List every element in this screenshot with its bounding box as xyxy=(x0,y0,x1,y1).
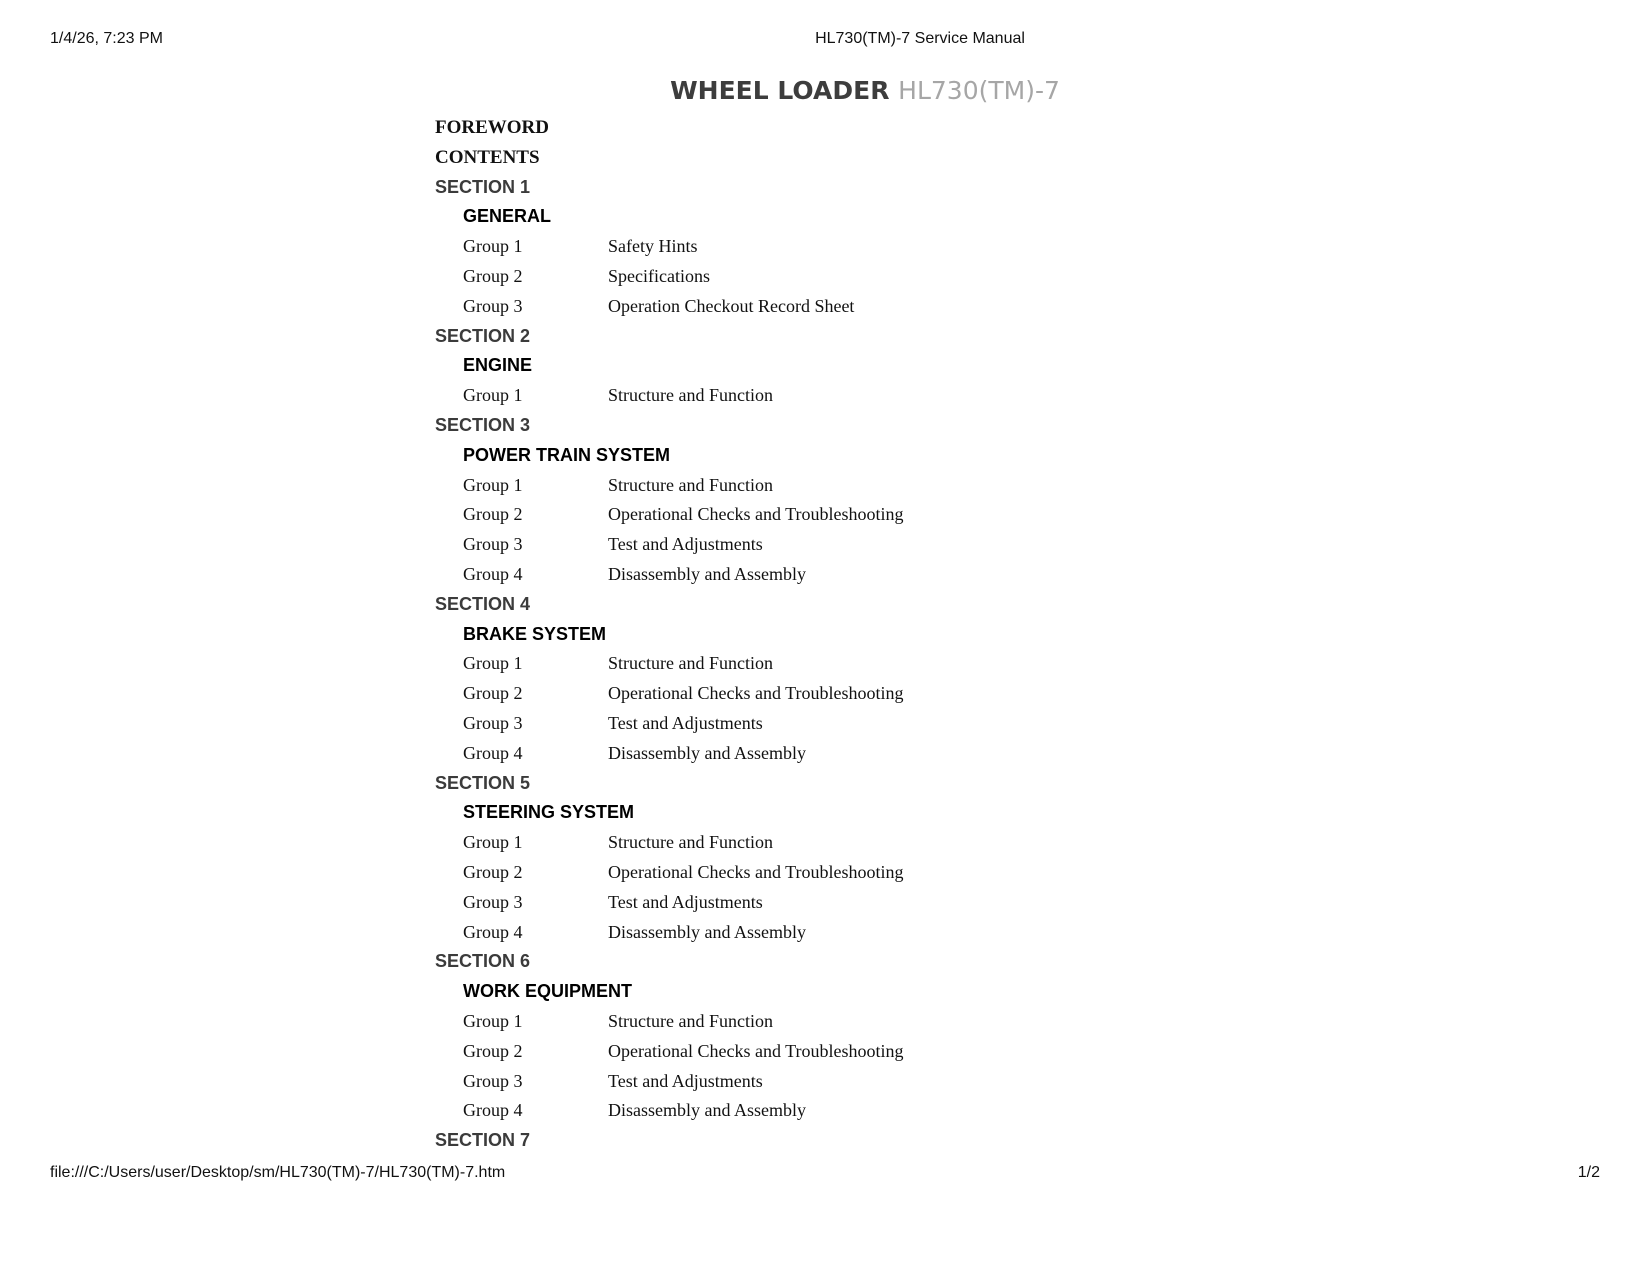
group-title-link[interactable]: Test and Adjustments xyxy=(608,1070,763,1091)
toc-group-row[interactable] xyxy=(435,500,1035,530)
print-header-title: HL730(TM)-7 Service Manual xyxy=(815,30,1025,47)
toc-group-row[interactable] xyxy=(435,560,1035,590)
group-number: Group 4 xyxy=(463,563,523,584)
toc-group-row[interactable] xyxy=(435,739,1035,769)
group-title-link[interactable]: Operational Checks and Troubleshooting xyxy=(608,683,904,704)
toc-link-foreword[interactable]: FOREWORD xyxy=(435,117,549,138)
group-title-link[interactable]: Operational Checks and Troubleshooting xyxy=(608,504,904,525)
group-title-link[interactable]: Disassembly and Assembly xyxy=(608,563,806,584)
group-number: Group 1 xyxy=(463,653,523,674)
toc-group-row[interactable] xyxy=(435,709,1035,739)
group-number: Group 1 xyxy=(463,1010,523,1031)
group-number: Group 1 xyxy=(463,474,523,495)
group-number: Group 2 xyxy=(463,504,523,525)
print-footer-url: file:///C:/Users/user/Desktop/sm/HL730(TM)-7/HL730(TM)-7.htm xyxy=(50,1164,506,1181)
toc-group-row[interactable] xyxy=(435,679,1035,709)
group-number: Group 3 xyxy=(463,295,523,316)
system-heading: WORK EQUIPMENT xyxy=(463,981,632,1002)
group-number: Group 2 xyxy=(463,265,523,286)
document-title-model: HL730(TM)-7 xyxy=(898,76,1060,105)
group-title-link[interactable]: Disassembly and Assembly xyxy=(608,921,806,942)
toc-link-contents[interactable]: CONTENTS xyxy=(435,146,540,168)
table-of-contents xyxy=(435,113,1035,1156)
system-heading: STEERING SYSTEM xyxy=(463,802,635,823)
toc-group-row[interactable] xyxy=(435,471,1035,501)
print-header-datetime: 1/4/26, 7:23 PM xyxy=(50,30,163,47)
group-number: Group 1 xyxy=(463,236,523,257)
toc-group-row[interactable] xyxy=(435,381,1035,411)
group-title-link[interactable]: Structure and Function xyxy=(608,474,773,495)
group-title-link[interactable]: Test and Adjustments xyxy=(608,712,763,733)
section-heading: SECTION 1 xyxy=(435,176,531,197)
group-title-link[interactable]: Disassembly and Assembly xyxy=(608,742,806,763)
toc-group-row[interactable] xyxy=(435,649,1035,679)
toc-group-row[interactable] xyxy=(435,918,1035,948)
group-number: Group 3 xyxy=(463,891,523,912)
document-title xyxy=(0,76,1650,105)
toc-group-row[interactable] xyxy=(435,888,1035,918)
group-title-link[interactable]: Safety Hints xyxy=(608,236,698,257)
group-number: Group 2 xyxy=(463,1040,523,1061)
group-title-link[interactable]: Test and Adjustments xyxy=(608,891,763,912)
group-title-link[interactable]: Structure and Function xyxy=(608,832,773,853)
group-number: Group 2 xyxy=(463,683,523,704)
group-number: Group 4 xyxy=(463,1100,523,1121)
group-number: Group 3 xyxy=(463,534,523,555)
group-title-link[interactable]: Operational Checks and Troubleshooting xyxy=(608,861,904,882)
system-heading: GENERAL xyxy=(463,206,552,227)
group-title-link[interactable]: Structure and Function xyxy=(608,653,773,674)
section-heading: SECTION 2 xyxy=(435,325,531,346)
section-heading: SECTION 7 xyxy=(435,1130,531,1151)
group-number: Group 4 xyxy=(463,742,523,763)
group-title-link[interactable]: Operational Checks and Troubleshooting xyxy=(608,1040,904,1061)
section-heading: SECTION 4 xyxy=(435,593,531,614)
system-heading: ENGINE xyxy=(463,355,533,376)
toc-group-row[interactable] xyxy=(435,858,1035,888)
group-title-link[interactable]: Specifications xyxy=(608,265,710,286)
section-heading: SECTION 6 xyxy=(435,951,531,972)
group-title-link[interactable]: Disassembly and Assembly xyxy=(608,1100,806,1121)
toc-group-row[interactable] xyxy=(435,828,1035,858)
group-number: Group 2 xyxy=(463,861,523,882)
toc-group-row[interactable] xyxy=(435,530,1035,560)
print-header-title-wrap xyxy=(0,30,1650,48)
toc-group-row[interactable] xyxy=(435,1096,1035,1126)
print-footer-page-number: 1/2 xyxy=(1577,1164,1600,1181)
section-heading: SECTION 5 xyxy=(435,772,531,793)
toc-group-row[interactable] xyxy=(435,1067,1035,1097)
group-number: Group 1 xyxy=(463,385,523,406)
group-title-link[interactable]: Structure and Function xyxy=(608,1010,773,1031)
group-number: Group 3 xyxy=(463,1070,523,1091)
group-title-link[interactable]: Test and Adjustments xyxy=(608,534,763,555)
group-title-link[interactable]: Structure and Function xyxy=(608,385,773,406)
toc-group-row[interactable] xyxy=(435,292,1035,322)
toc-group-row[interactable] xyxy=(435,262,1035,292)
document-title-main: WHEEL LOADER xyxy=(670,76,890,105)
system-heading: BRAKE SYSTEM xyxy=(463,623,607,644)
toc-group-row[interactable] xyxy=(435,1007,1035,1037)
section-heading: SECTION 3 xyxy=(435,414,531,435)
group-number: Group 4 xyxy=(463,921,523,942)
group-number: Group 3 xyxy=(463,712,523,733)
group-title-link[interactable]: Operation Checkout Record Sheet xyxy=(608,295,855,316)
group-number: Group 1 xyxy=(463,832,523,853)
toc-group-row[interactable] xyxy=(435,232,1035,262)
toc-group-row[interactable] xyxy=(435,1037,1035,1067)
system-heading: POWER TRAIN SYSTEM xyxy=(463,444,671,465)
